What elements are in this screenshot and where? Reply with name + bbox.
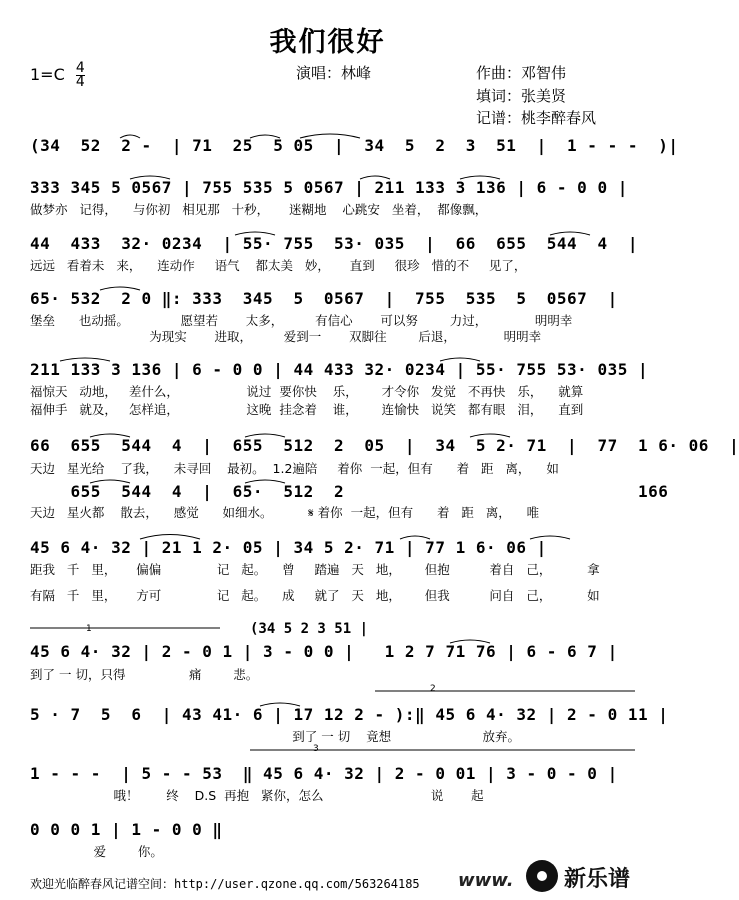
lyric-line-2: 福伸手 就及， 怎样追， 这晚 挂念着 谁， 连愉快 说笑 都有眼 泪， 直到 [30, 402, 584, 417]
lyric-line: 堡垒 也动摇。 愿望若 太多， 有信心 可以努 力过， 明明幸 [30, 313, 573, 328]
notation-line: 65· 532 2 0 ‖: 333 345 5 0567 | 755 535 5 0567 | [30, 289, 618, 308]
key-signature [30, 62, 85, 89]
lyric-line: 天边 星光给 了我， 未寻回 最初。 1.2遍陪 着你 一起，但有 着 距 离， 如 [30, 461, 559, 476]
lyric-line: 到了 一 切，只得 痛 悲。 [30, 667, 259, 682]
lyric-line: 远远 看着未 来， 连动作 语气 都太美 妙， 直到 很珍 惜的不 见了， [30, 258, 527, 273]
time-denominator: 4 [75, 74, 85, 90]
score-row-2 [30, 176, 635, 217]
time-numerator: 4 [75, 60, 85, 76]
score-row-11 [30, 762, 635, 803]
lyricist-credit: 填词：张美贤 [476, 87, 567, 105]
transcriber-credit: 记谱：桃李醉春风 [476, 109, 597, 127]
logo-text: 新乐谱 [564, 867, 631, 892]
composer-credit: 作曲：邓智伟 [476, 64, 567, 82]
notation-line: 1 - - - | 5 - - 53 ‖ 45 6 4· 32 | 2 - 0 01 | 3 - 0 - 0 | [30, 764, 618, 783]
volta-2-mark: 2 [430, 684, 436, 694]
score-row-6 [30, 434, 739, 476]
notation-line: 211 133 3 136 | 6 - 0 0 | 44 433 32· 0234 | 55· 755 53· 035 | [30, 360, 649, 379]
score-row-1 [30, 134, 679, 158]
score-row-9 [30, 640, 635, 682]
song-title: 我们很好 [269, 27, 386, 58]
notation-line: 5 · 7 5 6 | 43 41· 6 | 17 12 2 - ):‖ 45 6 4· 32 | 2 - 0 11 | [30, 705, 669, 724]
notation-line: (34 52 2 - | 71 25 5 05 | 34 5 2 3 51 | 1 - - - )| [30, 136, 679, 155]
watermark-text: www. [458, 870, 514, 891]
lyric-line: 距我 千 里， 偏偏 记 起。 曾 踏遍 天 地， 但抱 着自 己， 拿 [30, 562, 600, 577]
singer-credit: 演唱：林峰 [296, 64, 372, 82]
key-label: 1=C [30, 65, 65, 84]
score-row-8 [30, 536, 635, 603]
time-signature [76, 62, 85, 89]
repeat-intro-notes: (34 5 2 3 51 | [250, 621, 369, 637]
volta-1-mark: 1 [86, 624, 92, 634]
score-row-7 [30, 480, 669, 520]
lyric-line: 哦！ 终 D.S 再抱 紧你，怎么 说 起 [30, 788, 484, 803]
notation-line: 45 6 4· 32 | 2 - 0 1 | 3 - 0 0 | 1 2 7 71 76 | 6 - 6 7 | [30, 642, 618, 661]
lyric-line: 福惊天 动地， 差什么， 说过 要你快 乐， 才令你 发觉 不再快 乐， 就算 [30, 384, 584, 399]
lyric-line-2: 有隔 千 里， 方可 记 起。 成 就了 天 地， 但我 问自 己， 如 [30, 588, 600, 603]
lyric-line: 天边 星火都 散去， 感觉 如细水。 𝄋 着你 一起，但有 着 距 离， 唯 [30, 505, 540, 520]
notation-line: 655 544 4 | 65· 512 2 166 [30, 482, 669, 501]
notation-line: 66 655 544 4 | 655 512 2 05 | 34 5 2· 71 | 77 1 6· 06 | [30, 436, 739, 455]
disc-icon [526, 860, 558, 892]
lyric-line: 爱 你。 [30, 844, 163, 859]
site-logo [522, 858, 644, 896]
notation-line: 45 6 4· 32 | 21 1 2· 05 | 34 5 2· 71 | 77 1 6· 06 | [30, 538, 547, 557]
score-row-4 [30, 287, 635, 344]
notation-line: 0 0 0 1 | 1 - 0 0 ‖ [30, 820, 223, 839]
score-row-3 [30, 232, 638, 273]
lyric-line: 到了 一 切 竟想 放弃。 [30, 729, 520, 744]
notation-line: 333 345 5 0567 | 755 535 5 0567 | 211 133 3 136 | 6 - 0 0 | [30, 178, 628, 197]
footer-credit: 欢迎光临醉春风记谱空间：http://user.qzone.qq.com/563264185 [30, 877, 420, 891]
score-row-5 [30, 358, 649, 417]
score-row-10 [30, 703, 669, 744]
notation-line: 44 433 32· 0234 | 55· 755 53· 035 | 66 655 544 4 | [30, 234, 638, 253]
lyric-line-2: 为现实 进取， 爱到一 双脚往 后退， 明明幸 [30, 329, 542, 344]
volta-3-mark: 3 [313, 744, 319, 754]
score-row-12 [30, 818, 635, 859]
lyric-line: 做梦亦 记得， 与你初 相见那 十秒， 迷糊地 心跳安 坐着， 都像飘， [30, 202, 488, 217]
